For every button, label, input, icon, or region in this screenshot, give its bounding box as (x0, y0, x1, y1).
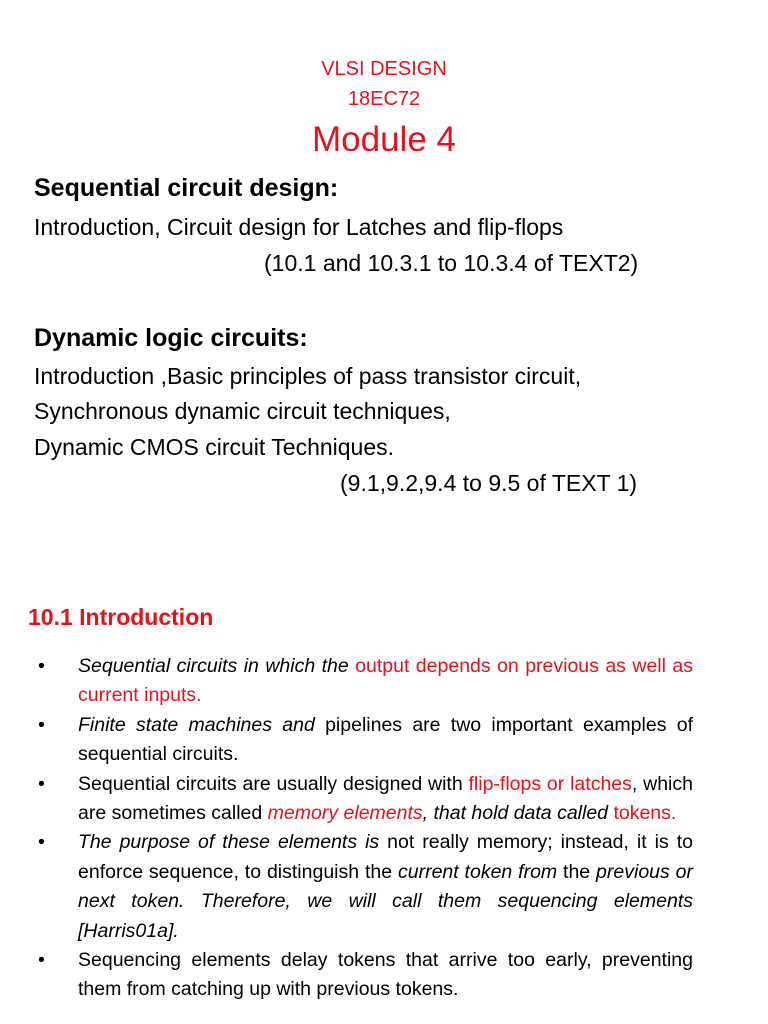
bullet-dot: • (38, 772, 45, 795)
module-title: Module 4 (312, 120, 456, 159)
course-title: VLSI DESIGN (321, 58, 447, 80)
intro-heading: 10.1 Introduction (28, 604, 214, 630)
dynamic-heading: Dynamic logic circuits: (34, 324, 308, 352)
list-item (38, 946, 693, 1005)
highlight-text: output depends on previous as well as current inputs. (78, 655, 693, 707)
bullet-text: the (557, 860, 597, 883)
sequential-topics: Introduction, Circuit design for Latches and flip-flops (34, 214, 564, 240)
highlight-text: flip-flops or latches (468, 772, 632, 795)
bullet-text: The purpose of these elements is (78, 831, 380, 854)
dynamic-topic-3: Dynamic CMOS circuit Techniques. (34, 434, 395, 460)
dynamic-reference: (9.1,9.2,9.4 to 9.5 of TEXT 1) (340, 470, 638, 496)
list-item (38, 828, 693, 946)
dynamic-topic-2: Synchronous dynamic circuit techniques, (34, 398, 451, 424)
bullet-dot: • (38, 949, 45, 972)
bullet-text: previous or next token. Therefore, we will call them sequencing elements [Harris01a]. (78, 860, 693, 942)
bullet-text: , which are sometimes called (78, 772, 693, 825)
list-item (38, 770, 693, 829)
bullet-dot: • (38, 713, 45, 736)
sequential-reference: (10.1 and 10.3.1 to 10.3.4 of TEXT2) (264, 250, 639, 276)
bullet-dot: • (38, 831, 45, 854)
dynamic-topic-1: Introduction ,Basic principles of pass transistor circuit, (34, 363, 582, 389)
bullet-text: pipelines are two important examples of sequential circuits. (78, 713, 693, 766)
highlight-text: tokens. (613, 802, 677, 825)
list-item (38, 652, 693, 711)
sequential-heading: Sequential circuit design: (34, 174, 339, 202)
bullet-text: Sequential circuits are usually designed with (78, 772, 469, 795)
bullet-text: current token from (397, 860, 558, 883)
course-code: 18EC72 (347, 88, 421, 110)
bullet-text: Finite state machines and (78, 713, 315, 736)
bullet-text: , that hold data called (422, 802, 614, 825)
bullet-list (38, 652, 693, 1005)
bullet-text: Sequencing elements delay tokens that arrive too early, preventing them from catching up with previous tokens. (78, 949, 693, 1001)
list-item (38, 711, 693, 770)
highlight-text: memory elements (267, 802, 423, 825)
bullet-text: Sequential circuits in which the (78, 655, 356, 677)
bullet-text: not really memory; instead, it is to enforce sequence, to distinguish the (78, 831, 693, 883)
bullet-dot: • (38, 655, 45, 677)
